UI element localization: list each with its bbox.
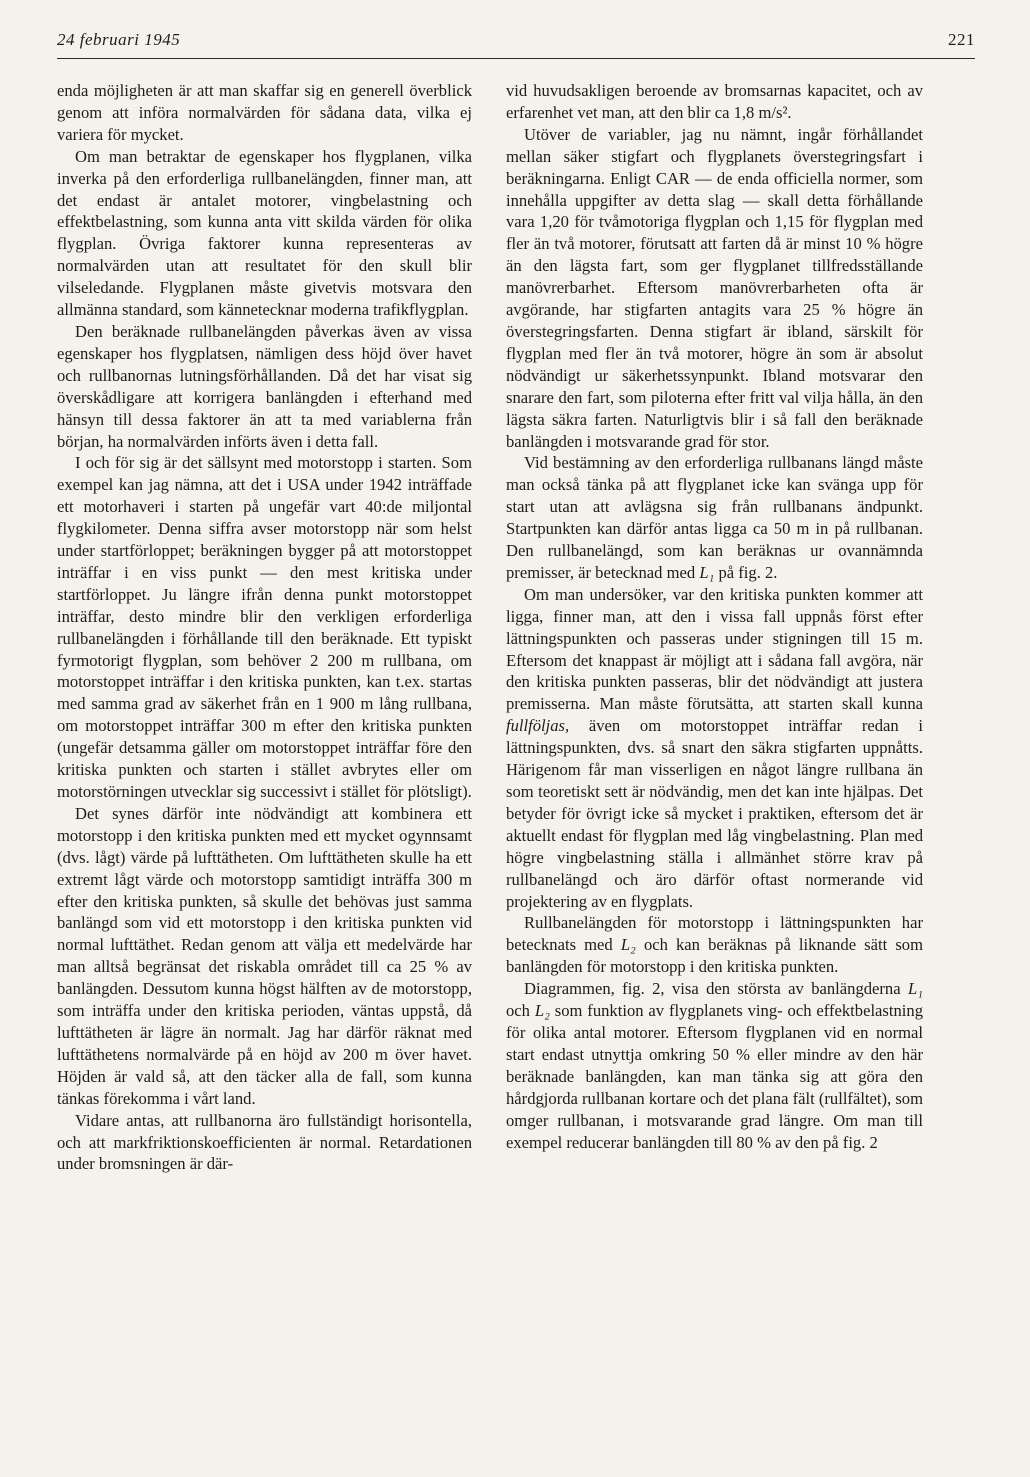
text-run: och kan beräknas på liknande sätt som banlängden för motorstopp i den kritiska punkten.: [506, 935, 923, 977]
text-run: även om motorstoppet inträffar redan i lättningspunkten, dvs. så snart den säkra stigfarten uppnåtts. Härigenom får man visserligen en något längre rullbana än som teoretiskt sett är nödvändig, men det kan inte hjälpas. Det betyder för övrigt icke så mycket i praktiken, eftersom det är aktuellt endast för flygplan med låg vingbelastning. Plan med högre vingbelastning ställa i allmänhet större krav på rullbanelängd och äro därför oftast normerande vid projektering av en flygplats.: [506, 716, 923, 911]
paragraph: Den beräknade rullbanelängden påverkas även av vissa egenskaper hos flygplatsen, nämligen dess höjd över havet och rullbanornas lutningsförhållanden. Då det har visat sig överskådligare att korrigera banlängden i efterhand med hänsyn till dessa faktorer än att ta med variablerna från början, ha normalvärden införts även i detta fall.: [57, 321, 472, 451]
paragraph: Vidare antas, att rullbanorna äro fullständigt horisontella, och att markfriktionskoefficienten är normal. Retardationen under bromsningen är där-: [57, 1110, 472, 1174]
page-header: [57, 28, 975, 59]
paragraph: vid huvudsakligen beroende av bromsarnas kapacitet, och av erfarenhet vet man, att den blir ca 1,8 m/s².: [506, 81, 923, 122]
text-run: Vid bestämning av den erforderliga rullbanans längd måste man också tänka på att flygplanet icke kan svänga upp för start utan att avlägsna sig från rullbanans ändpunkt. Startpunkten kan därför antas ligga ca 50 m in på rullbanan. Den rullbanelängd, som kan beräknas ur ovannämnda premisser, är betecknad med: [506, 453, 923, 582]
text-run: på fig. 2.: [714, 562, 778, 582]
paragraph: [506, 912, 923, 978]
paragraph: [506, 452, 923, 583]
right-column: [506, 80, 923, 1153]
issue-date: 24 februari 1945: [57, 30, 181, 49]
page-number: 221: [948, 30, 975, 49]
paragraph: Det synes därför inte nödvändigt att kombinera ett motorstopp i den kritiska punkten med ett mycket ogynnsamt (dvs. lågt) värde på lufttätheten. Om lufttätheten skulle ha ett extremt lågt värde och motorstopp samtidigt inträffa 300 m efter den kritiska punkten, så skulle det behövas just samma banlängd som vid ett motorstopp i den kritiska punkten vid normal lufttäthet. Redan genom att välja ett medelvärde har man alltså begränsat det riskabla området till ca 25 % av banlängden. Dessutom kunna högst hälften av de motorstopp, som inträffa under den kritiska perioden, väntas uppstå, då lufttätheten är lägre än normalt. Jag har därför räknat med lufttäthetens normalvärde på en höjd av 200 m över havet. Höjden är vald så, att den täcker alla de fall, som kunna tänkas förekomma i vårt land.: [57, 803, 472, 1108]
text-run: Om man undersöker, var den kritiska punkten kommer att ligga, finner man, att den i vissa fall uppnås först efter lättningspunkten och passeras under stigningen till 15 m. Eftersom det knappast är möjligt att i sådana fall avgöra, när den kritiska punkten passeras, blir det nödvändigt att justera premisserna. Man måste förutsätta, att starten skall kunna: [506, 584, 923, 714]
text-run: och: [506, 1001, 535, 1021]
paragraph: I och för sig är det sällsynt med motorstopp i starten. Som exempel kan jag nämna, att det i USA under 1942 inträffade ett motorhaveri i starten på ungefär vart 40:de miljontal flygkilometer. Denna siffra avser motorstopp när som helst under startförloppet; beräkningen bygger på att motorstoppet inträffar i en viss punkt — den mest kritiska under startförloppet. Ju längre ifrån denna punkt motorstoppet inträffar, desto mindre blir den verkligen erforderliga rullbanelängden i förhållande till den beräknade. Ett typiskt fyrmotorigt flygplan, som behöver 2 200 m rullbana, om motorstoppet inträffar i den kritiska punkten, kan t.ex. startas med samma grad av säkerhet från en 1 900 m lång rullbana, om motorstoppet inträffar 300 m efter den kritiska punkten (ungefär detsamma gäller om motorstoppet inträffar före den kritiska punkten och starten i stället avbrytes eller om motorstörningen utvecklar sig successivt i stället för plötsligt).: [57, 453, 472, 801]
paragraph: [506, 584, 923, 913]
text-run: som funktion av flygplanets ving- och effektbelastning för olika antal motorer. Eftersom flygplanen vid en normal start endast utnyttja omkring 50 % eller mindre av den här beräknade banlängden, kan man tänka sig att göra den hårdgjorda rullbanan kortare och det plana fält (rullfältet), som omger rullbanan, i motsvarande grad längre. Om man till exempel reducerar banlängden till 80 % av den på fig. 2: [506, 1001, 923, 1152]
text-run: Rullbanelängden för motorstopp i lättningspunkten har betecknats med: [506, 913, 923, 955]
paragraph: Utöver de variabler, jag nu nämnt, ingår förhållandet mellan säker stigfart och flygplanets överstegringsfart i beräkningarna. Enligt CAR — de enda officiella normer, som innehålla uppgifter av detta slag — skall detta förhållande vara 1,20 för tvåmotoriga flygplan och 1,15 för flygplan med fler än två motorer, förutsatt att farten då är minst 10 % högre än den lägsta fart, som ger flygplanet tillfredsställande manövrerbarhet. Eftersom manövrerbarheten ofta är avgörande, har stigfarten antagits vara 25 % högre än överstegringsfarten. Denna stigfart är ibland, särskilt för flygplan med fler än två motorer, högre än som är absolut nödvändigt ur säkerhetssynpunkt. Ibland motsvarar den snarare den fart, som piloterna efter fritt val vilja hålla, än den lägsta säkra farten. Naturligtvis blir i så fall den beräknade banlängden i motsvarande grad för stor.: [506, 124, 923, 451]
paragraph: Om man betraktar de egenskaper hos flygplanen, vilka inverka på den erforderliga rullbanelängden, finner man, att det endast är antalet motorer, vingbelastning och effektbelastning, som kunna anta vitt skilda värden för olika flygplan. Övriga faktorer kunna representeras av normalvärden utan att resultatet för den skull blir vilseledande. Flygplanen måste givetvis motsvara den allmänna standard, som kännetecknar moderna trafikflygplan.: [57, 146, 472, 320]
symbol-l2: L₂: [620, 935, 636, 955]
left-column: [57, 80, 472, 1175]
text-run: Diagrammen, fig. 2, visa den största av banlängderna: [524, 979, 908, 999]
emphasis: fullföljas,: [506, 716, 570, 736]
paragraph: enda möjligheten är att man skaffar sig en generell överblick genom att införa normalvärden för sådana data, vilka ej variera för mycket.: [57, 81, 472, 144]
paragraph: [506, 978, 923, 1153]
symbol-l1: L₁: [908, 979, 923, 999]
symbol-l1: L₁: [699, 562, 715, 582]
symbol-l2: L₂: [534, 1001, 550, 1021]
